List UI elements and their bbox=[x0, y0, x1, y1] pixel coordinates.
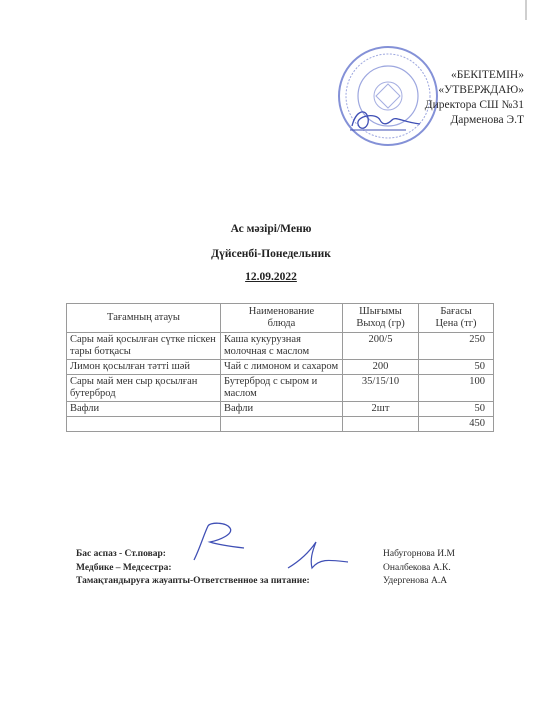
table-row bbox=[67, 360, 494, 375]
dish-ru: Чай с лимоном и сахаром bbox=[221, 360, 343, 375]
table-row bbox=[67, 402, 494, 417]
header-kz-label: Тағамның атауы bbox=[107, 312, 180, 323]
table-row bbox=[67, 375, 494, 402]
header-kz-name bbox=[67, 304, 221, 333]
table-total-row bbox=[67, 417, 494, 432]
dish-price: 100 bbox=[419, 375, 494, 402]
header-price-label-2: Цена (тг) bbox=[435, 318, 477, 329]
header-ru-label-1: Наименование bbox=[248, 306, 315, 317]
menu-table bbox=[66, 303, 494, 432]
responsible-label: Тамақтандыруға жауапты-Ответственное за питание: bbox=[76, 576, 310, 586]
responsible-name: Удергенова А.А bbox=[383, 576, 448, 586]
nurse-name: Оналбекова А.К. bbox=[383, 563, 451, 573]
menu-day: Дүйсенбі-Понедельник bbox=[211, 248, 331, 260]
dish-ru: Вафли bbox=[221, 402, 343, 417]
header-output bbox=[343, 304, 419, 333]
dish-kz: Лимон қосылған тәтті шәй bbox=[67, 360, 221, 375]
header-price bbox=[419, 304, 494, 333]
nurse-label: Медбике – Медсестра: bbox=[76, 563, 172, 573]
approval-ru: «УТВЕРЖДАЮ» bbox=[438, 84, 524, 96]
dish-kz: Сары май қосылған сүтке піскен тары ботқасы bbox=[67, 333, 221, 360]
header-price-label-1: Бағасы bbox=[440, 306, 472, 317]
menu-title: Ас мәзірі/Меню bbox=[230, 223, 312, 235]
table-header-row bbox=[67, 304, 494, 333]
dish-price: 50 bbox=[419, 402, 494, 417]
scan-mark bbox=[525, 0, 527, 20]
dish-ru: Каша кукурузная молочная с маслом bbox=[221, 333, 343, 360]
nurse-signature-icon bbox=[282, 538, 352, 572]
table-row bbox=[67, 333, 494, 360]
header-ru-name bbox=[221, 304, 343, 333]
cook-signature-icon bbox=[186, 520, 248, 564]
dish-output: 200/5 bbox=[343, 333, 419, 360]
menu-date: 12.09.2022 bbox=[245, 271, 297, 283]
dish-output: 35/15/10 bbox=[343, 375, 419, 402]
cook-name: Набугорнова И.М bbox=[383, 549, 455, 559]
dish-price: 250 bbox=[419, 333, 494, 360]
director-signature-icon bbox=[346, 102, 426, 136]
header-ru-label-2: блюда bbox=[267, 318, 296, 329]
empty-cell bbox=[221, 417, 343, 432]
dish-price: 50 bbox=[419, 360, 494, 375]
empty-cell bbox=[67, 417, 221, 432]
approval-position: Директора СШ №31 bbox=[424, 99, 524, 111]
total-price: 450 bbox=[419, 417, 494, 432]
dish-output: 2шт bbox=[343, 402, 419, 417]
dish-kz: Вафли bbox=[67, 402, 221, 417]
dish-output: 200 bbox=[343, 360, 419, 375]
cook-label: Бас аспаз - Ст.повар: bbox=[76, 549, 166, 559]
header-output-label-1: Шығымы bbox=[359, 306, 402, 317]
empty-cell bbox=[343, 417, 419, 432]
approval-kz: «БЕКІТЕМІН» bbox=[450, 69, 524, 81]
dish-ru: Бутерброд с сыром и маслом bbox=[221, 375, 343, 402]
approval-name: Дарменова Э.Т bbox=[450, 114, 524, 126]
dish-kz: Сары май мен сыр қосылған бутерброд bbox=[67, 375, 221, 402]
header-output-label-2: Выход (гр) bbox=[356, 318, 405, 329]
